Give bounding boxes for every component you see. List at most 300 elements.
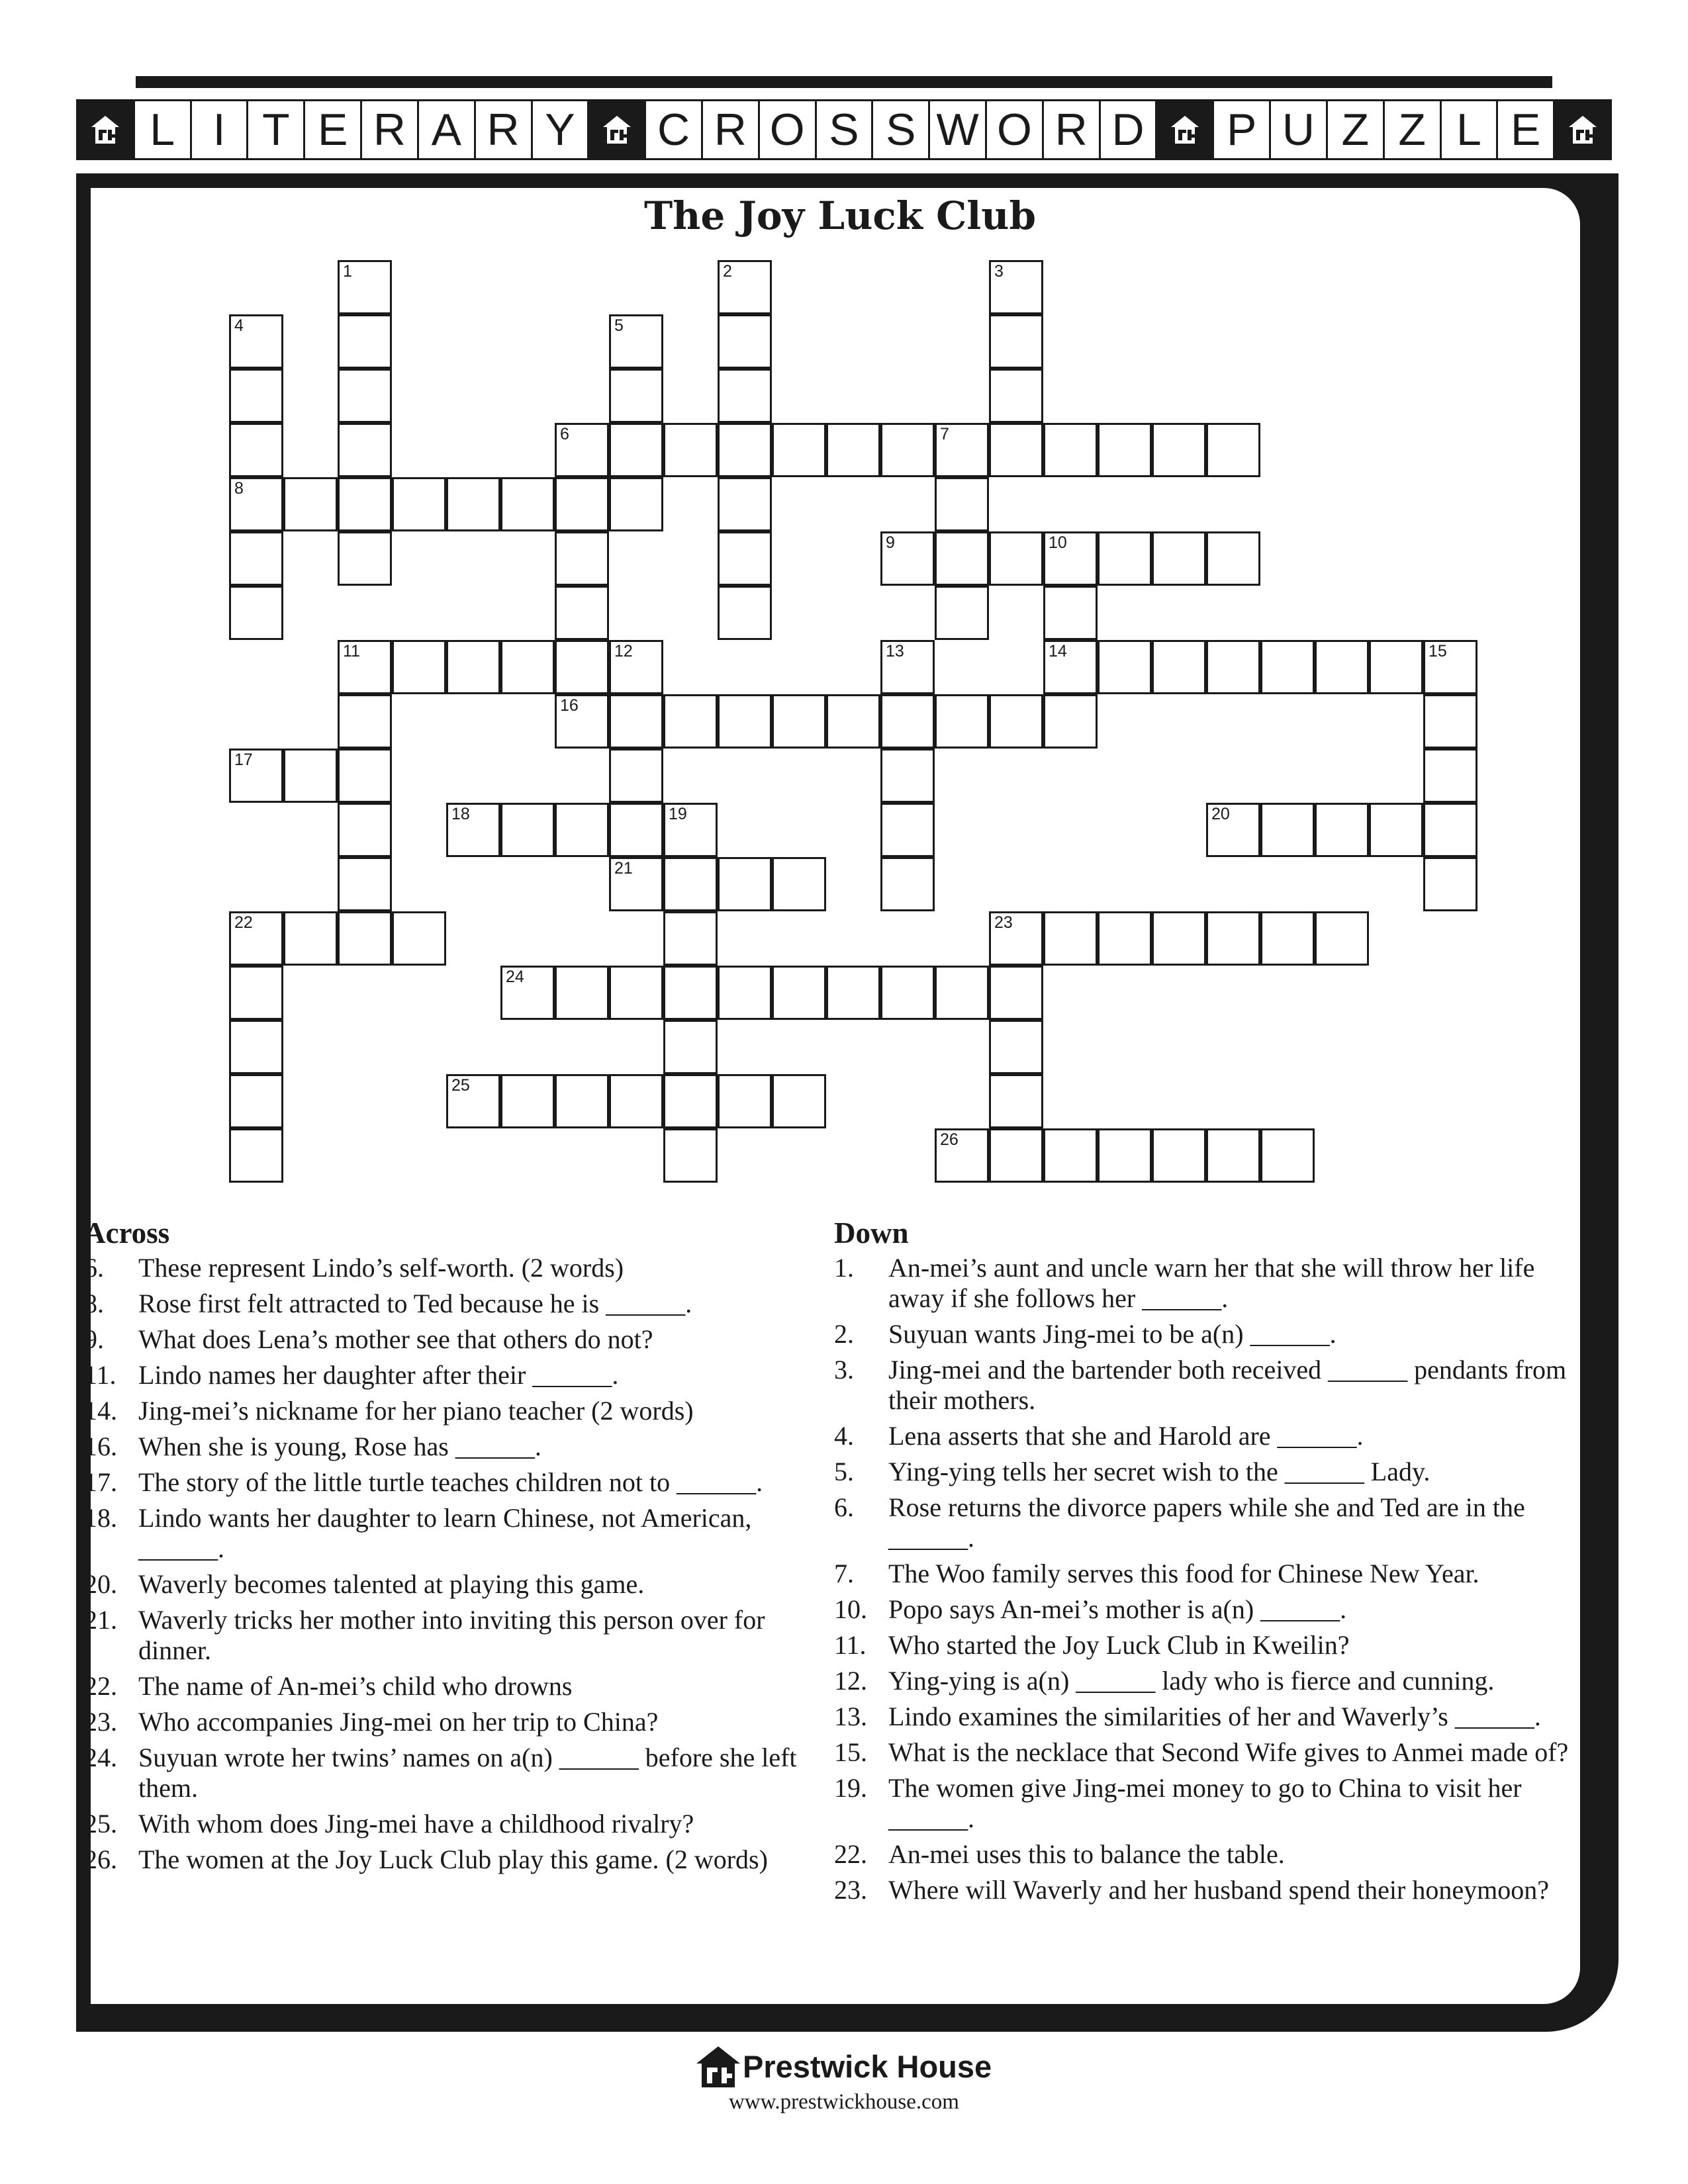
grid-cell[interactable] [989, 911, 1043, 966]
grid-cell[interactable] [935, 477, 989, 531]
grid-cell[interactable] [1152, 911, 1206, 966]
down-clue [834, 1875, 1595, 1905]
clue-text: What is the necklace that Second Wife gives to Anmei made of? [888, 1737, 1569, 1767]
grid-cell[interactable] [555, 640, 609, 694]
grid-cell[interactable] [338, 531, 392, 586]
banner-letter: D [1099, 101, 1156, 158]
grid-cell[interactable] [1152, 640, 1206, 694]
grid-cell[interactable] [1043, 531, 1098, 586]
clue-num: 10. [834, 1594, 867, 1624]
grid-cell[interactable] [880, 857, 935, 911]
banner-letter: P [1212, 101, 1269, 158]
down-clue [834, 1421, 1595, 1451]
grid-cell[interactable] [1206, 531, 1260, 586]
grid-cell[interactable] [718, 477, 772, 531]
across-clue [84, 1396, 799, 1426]
clue-num: 17. [84, 1467, 117, 1497]
grid-cell[interactable] [718, 260, 772, 314]
grid-cell[interactable] [229, 749, 283, 803]
down-clue [834, 1666, 1595, 1696]
grid-cell[interactable] [1315, 640, 1369, 694]
grid-cell[interactable] [500, 1074, 555, 1128]
grid-cell[interactable] [880, 803, 935, 857]
down-clues [834, 1216, 1595, 1911]
grid-cell[interactable] [772, 1074, 826, 1128]
clue-text: Rose returns the divorce papers while she and Ted are in the ______. [888, 1492, 1525, 1553]
grid-cell[interactable] [718, 314, 772, 369]
clue-text: Lindo wants her daughter to learn Chinese, not American, ______. [138, 1503, 752, 1563]
grid-cell[interactable] [880, 640, 935, 694]
grid-cell[interactable] [229, 586, 283, 640]
grid-cell[interactable] [338, 314, 392, 369]
banner-letter: C [644, 101, 701, 158]
clue-num: 9. [84, 1324, 104, 1354]
grid-cell[interactable] [229, 531, 283, 586]
grid-cell[interactable] [935, 966, 989, 1020]
clue-num: 11. [84, 1360, 117, 1390]
grid-cell[interactable] [1206, 1128, 1260, 1183]
grid-cell[interactable] [935, 1128, 989, 1183]
grid-cell[interactable] [880, 694, 935, 749]
down-clue [834, 1737, 1595, 1768]
down-clue [834, 1492, 1595, 1553]
grid-cell[interactable] [609, 857, 663, 911]
banner-letter: S [815, 101, 872, 158]
grid-cell[interactable] [935, 531, 989, 586]
grid-cell[interactable] [1043, 911, 1098, 966]
grid-cell[interactable] [555, 694, 609, 749]
banner-letter: O [985, 101, 1042, 158]
clue-number: 20 [1211, 805, 1230, 823]
across-clue-list [84, 1253, 799, 1875]
grid-cell[interactable] [500, 966, 555, 1020]
clue-text: The women at the Joy Luck Club play this game. (2 words) [138, 1844, 768, 1874]
grid-cell[interactable] [663, 803, 718, 857]
banner-letter: R [1042, 101, 1099, 158]
grid-cell[interactable] [1152, 423, 1206, 477]
grid-cell[interactable] [609, 314, 663, 369]
puzzle-title: The Joy Luck Club [643, 193, 1036, 238]
banner-letter: Z [1383, 101, 1440, 158]
grid-cell[interactable] [609, 369, 663, 423]
across-clue [84, 1467, 799, 1498]
prestwick-house-logo [695, 2042, 1000, 2091]
across-clue [84, 1360, 799, 1390]
banner-letter: W [928, 101, 985, 158]
clue-number: 26 [940, 1130, 959, 1149]
grid-cell[interactable] [229, 423, 283, 477]
grid-cell[interactable] [663, 423, 718, 477]
grid-cell[interactable] [555, 423, 609, 477]
grid-cell[interactable] [1206, 423, 1260, 477]
grid-cell[interactable] [772, 423, 826, 477]
grid-cell[interactable] [1260, 1128, 1315, 1183]
grid-cell[interactable] [1423, 694, 1477, 749]
banner-letter: L [133, 101, 190, 158]
grid-cell[interactable] [338, 640, 392, 694]
across-clue [84, 1324, 799, 1355]
brand-name: Prestwick House [743, 2049, 992, 2084]
crossword-grid [76, 173, 1604, 1391]
grid-cell[interactable] [392, 640, 446, 694]
grid-cell[interactable] [935, 423, 989, 477]
grid-cell[interactable] [338, 749, 392, 803]
across-clue [84, 1253, 799, 1283]
grid-cell[interactable] [229, 477, 283, 531]
grid-cell[interactable] [880, 966, 935, 1020]
down-clue [834, 1253, 1595, 1314]
clue-number: 1 [343, 262, 352, 281]
clue-number: 6 [560, 425, 569, 443]
grid-cell[interactable] [1260, 911, 1315, 966]
clue-num: 14. [84, 1396, 117, 1426]
clue-text: When she is young, Rose has ______. [138, 1432, 541, 1461]
clue-num: 18. [84, 1503, 117, 1533]
across-clue [84, 1844, 799, 1875]
clue-num: 4. [834, 1421, 854, 1451]
grid-cell[interactable] [989, 531, 1043, 586]
grid-cell[interactable] [446, 477, 500, 531]
banner-letter: E [1496, 101, 1553, 158]
clue-num: 12. [834, 1666, 867, 1696]
clue-number: 4 [234, 316, 244, 335]
grid-cell[interactable] [989, 1074, 1043, 1128]
grid-cell[interactable] [392, 477, 446, 531]
grid-cell[interactable] [718, 1074, 772, 1128]
grid-cell[interactable] [1043, 640, 1098, 694]
grid-cell[interactable] [989, 1128, 1043, 1183]
grid-cell[interactable] [663, 1128, 718, 1183]
grid-cell[interactable] [229, 369, 283, 423]
grid-cell[interactable] [718, 586, 772, 640]
grid-cell[interactable] [935, 586, 989, 640]
grid-cell[interactable] [283, 477, 338, 531]
grid-cell[interactable] [989, 1020, 1043, 1074]
grid-cell[interactable] [718, 369, 772, 423]
grid-cell[interactable] [989, 423, 1043, 477]
clue-text: Popo says An-mei’s mother is a(n) ______. [888, 1594, 1347, 1624]
down-clue [834, 1839, 1595, 1870]
grid-cell[interactable] [609, 640, 663, 694]
clue-num: 22. [84, 1671, 117, 1701]
grid-cell[interactable] [1369, 640, 1423, 694]
across-heading: Across [84, 1216, 170, 1250]
grid-cell[interactable] [555, 1074, 609, 1128]
grid-cell[interactable] [1206, 911, 1260, 966]
clue-num: 20. [84, 1569, 117, 1599]
clue-text: With whom does Jing-mei have a childhood rivalry? [138, 1809, 694, 1839]
grid-cell[interactable] [338, 803, 392, 857]
down-clue [834, 1594, 1595, 1625]
grid-cell[interactable] [1098, 1128, 1152, 1183]
grid-cell[interactable] [826, 694, 880, 749]
clue-number: 8 [234, 479, 244, 498]
clue-text: Lena asserts that she and Harold are ______. [888, 1421, 1364, 1451]
clue-text: The women give Jing-mei money to go to China to visit her ______. [888, 1773, 1522, 1833]
clue-number: 9 [886, 533, 895, 552]
banner-letter: O [758, 101, 815, 158]
grid-cell[interactable] [663, 694, 718, 749]
grid-cell[interactable] [1098, 423, 1152, 477]
across-clue [84, 1743, 799, 1803]
clue-text: Suyuan wrote her twins’ names on a(n) ______ before she left them. [138, 1743, 797, 1803]
banner-logo-icon [587, 101, 644, 158]
grid-cell[interactable] [718, 531, 772, 586]
grid-cell[interactable] [718, 423, 772, 477]
clue-number: 22 [234, 913, 253, 932]
grid-cell[interactable] [1152, 1128, 1206, 1183]
clue-number: 18 [451, 805, 470, 823]
literary-crossword-puzzle-banner [76, 99, 1612, 160]
grid-cell[interactable] [1423, 803, 1477, 857]
grid-cell[interactable] [1260, 803, 1315, 857]
grid-cell[interactable] [609, 477, 663, 531]
down-clue [834, 1355, 1595, 1416]
grid-cell[interactable] [826, 423, 880, 477]
clue-num: 26. [84, 1844, 117, 1874]
clue-number: 5 [614, 316, 624, 335]
clue-number: 17 [234, 751, 253, 769]
clue-text: Waverly tricks her mother into inviting this person over for dinner. [138, 1605, 765, 1665]
grid-cell[interactable] [989, 314, 1043, 369]
banner-letter: U [1269, 101, 1326, 158]
clue-num: 6. [834, 1492, 854, 1522]
grid-cell[interactable] [609, 803, 663, 857]
clue-num: 22. [834, 1839, 867, 1869]
grid-cell[interactable] [772, 857, 826, 911]
clue-num: 6. [84, 1253, 104, 1283]
grid-cell[interactable] [555, 586, 609, 640]
grid-cell[interactable] [1260, 640, 1315, 694]
clue-text: What does Lena’s mother see that others do not? [138, 1324, 653, 1354]
grid-cell[interactable] [663, 966, 718, 1020]
clue-num: 24. [84, 1743, 117, 1772]
grid-cell[interactable] [1043, 1128, 1098, 1183]
clue-num: 15. [834, 1737, 867, 1767]
grid-cell[interactable] [446, 803, 500, 857]
banner-logo-icon [1553, 101, 1610, 158]
clue-num: 7. [834, 1559, 854, 1588]
grid-cell[interactable] [229, 1128, 283, 1183]
grid-cell[interactable] [663, 1074, 718, 1128]
grid-cell[interactable] [1315, 803, 1369, 857]
clue-number: 21 [614, 859, 633, 878]
grid-cell[interactable] [989, 369, 1043, 423]
grid-cell[interactable] [446, 640, 500, 694]
grid-cell[interactable] [229, 911, 283, 966]
down-clue [834, 1773, 1595, 1834]
clue-text: Lindo examines the similarities of her and Waverly’s ______. [888, 1702, 1541, 1731]
across-clue [84, 1569, 799, 1600]
grid-cell[interactable] [1423, 857, 1477, 911]
clue-number: 11 [343, 642, 360, 660]
clue-num: 8. [84, 1289, 104, 1318]
across-clue [84, 1432, 799, 1462]
clue-num: 5. [834, 1457, 854, 1486]
grid-cell[interactable] [338, 477, 392, 531]
grid-cell[interactable] [1423, 640, 1477, 694]
grid-cell[interactable] [718, 694, 772, 749]
grid-cell[interactable] [880, 531, 935, 586]
grid-cell[interactable] [338, 694, 392, 749]
grid-cell[interactable] [989, 694, 1043, 749]
grid-cell[interactable] [500, 640, 555, 694]
grid-cell[interactable] [989, 260, 1043, 314]
grid-cell[interactable] [609, 749, 663, 803]
grid-cell[interactable] [1098, 640, 1152, 694]
grid-cell[interactable] [826, 966, 880, 1020]
clue-number: 23 [994, 913, 1013, 932]
across-clue [84, 1671, 799, 1702]
clue-num: 21. [84, 1605, 117, 1635]
clue-num: 23. [84, 1707, 117, 1737]
grid-cell[interactable] [718, 857, 772, 911]
grid-cell[interactable] [555, 531, 609, 586]
clue-number: 24 [506, 968, 524, 986]
grid-cell[interactable] [229, 1074, 283, 1128]
grid-cell[interactable] [338, 369, 392, 423]
grid-cell[interactable] [338, 911, 392, 966]
clue-number: 12 [614, 642, 633, 660]
down-clue [834, 1702, 1595, 1732]
clue-num: 13. [834, 1702, 867, 1731]
across-clue [84, 1707, 799, 1737]
grid-cell[interactable] [1043, 694, 1098, 749]
grid-cell[interactable] [338, 857, 392, 911]
across-clue [84, 1605, 799, 1666]
grid-cell[interactable] [555, 803, 609, 857]
banner-letter: L [1440, 101, 1497, 158]
clue-text: Where will Waverly and her husband spend their honeymoon? [888, 1875, 1549, 1905]
grid-cell[interactable] [880, 423, 935, 477]
grid-cell[interactable] [1206, 803, 1260, 857]
down-clue [834, 1457, 1595, 1487]
grid-cell[interactable] [1423, 749, 1477, 803]
across-clue [84, 1809, 799, 1839]
banner-letter: Y [531, 101, 588, 158]
clue-num: 11. [834, 1630, 867, 1660]
grid-cell[interactable] [1369, 803, 1423, 857]
clue-num: 1. [834, 1253, 854, 1283]
clue-num: 16. [84, 1432, 117, 1461]
clue-text: An-mei’s aunt and uncle warn her that she will throw her life away if she follows her ______. [888, 1253, 1535, 1313]
clue-number: 14 [1049, 642, 1067, 660]
grid-cell[interactable] [935, 694, 989, 749]
grid-cell[interactable] [1043, 586, 1098, 640]
puzzle-frame [76, 173, 1618, 2032]
clue-number: 2 [723, 262, 732, 281]
clue-num: 25. [84, 1809, 117, 1839]
grid-cell[interactable] [663, 911, 718, 966]
clue-number: 25 [451, 1076, 470, 1095]
clue-number: 13 [886, 642, 904, 660]
grid-cell[interactable] [609, 1074, 663, 1128]
clue-text: Who accompanies Jing-mei on her trip to China? [138, 1707, 659, 1737]
banner-letter: T [246, 101, 303, 158]
banner-letter: I [190, 101, 247, 158]
down-clue-list [834, 1253, 1595, 1905]
grid-cell[interactable] [1152, 531, 1206, 586]
grid-cell[interactable] [663, 1020, 718, 1074]
clue-num: 19. [834, 1773, 867, 1803]
clue-text: The name of An-mei’s child who drowns [138, 1671, 573, 1701]
grid-cell[interactable] [609, 966, 663, 1020]
down-heading: Down [834, 1216, 909, 1250]
clue-number: 10 [1049, 533, 1067, 552]
clue-number: 16 [560, 696, 579, 715]
grid-cell[interactable] [500, 803, 555, 857]
grid-cell[interactable] [229, 1020, 283, 1074]
clue-num: 3. [834, 1355, 854, 1385]
clue-num: 23. [834, 1875, 867, 1905]
grid-cell[interactable] [1098, 911, 1152, 966]
clue-text: Lindo names her daughter after their ______. [138, 1360, 619, 1390]
clue-text: Suyuan wants Jing-mei to be a(n) ______. [888, 1319, 1336, 1349]
banner-letter: A [417, 101, 474, 158]
grid-cell[interactable] [1206, 640, 1260, 694]
grid-cell[interactable] [229, 314, 283, 369]
grid-cell[interactable] [609, 694, 663, 749]
clue-text: An-mei uses this to balance the table. [888, 1839, 1285, 1869]
grid-cell[interactable] [1315, 911, 1369, 966]
grid-cell[interactable] [772, 966, 826, 1020]
banner-letter: R [474, 101, 531, 158]
clue-text: The Woo family serves this food for Chinese New Year. [888, 1559, 1479, 1588]
grid-cell[interactable] [772, 694, 826, 749]
clue-num: 2. [834, 1319, 854, 1349]
grid-cell[interactable] [880, 749, 935, 803]
grid-cell[interactable] [989, 966, 1043, 1020]
grid-cell[interactable] [718, 966, 772, 1020]
grid-cell[interactable] [500, 477, 555, 531]
grid-cell[interactable] [392, 911, 446, 966]
grid-cell[interactable] [283, 749, 338, 803]
top-rule [136, 76, 1552, 88]
grid-cell[interactable] [446, 1074, 500, 1128]
clue-text: The story of the little turtle teaches children not to ______. [138, 1467, 763, 1497]
grid-cell[interactable] [555, 477, 609, 531]
grid-cell[interactable] [1043, 423, 1098, 477]
website-url: www.prestwickhouse.com [729, 2090, 959, 2114]
banner-letter: R [701, 101, 758, 158]
grid-cell[interactable] [555, 966, 609, 1020]
down-clue [834, 1630, 1595, 1661]
grid-cell[interactable] [609, 423, 663, 477]
across-clue [84, 1503, 799, 1564]
clue-text: Jing-mei’s nickname for her piano teacher (2 words) [138, 1396, 694, 1426]
down-clue [834, 1319, 1595, 1349]
banner-letter: R [360, 101, 417, 158]
clue-number: 15 [1429, 642, 1447, 660]
banner-letter: S [871, 101, 928, 158]
house-logo-icon [695, 2045, 741, 2089]
grid-cell[interactable] [283, 911, 338, 966]
clue-number: 19 [669, 805, 687, 823]
grid-cell[interactable] [338, 423, 392, 477]
banner-logo-icon [1155, 101, 1212, 158]
clue-text: Waverly becomes talented at playing this game. [138, 1569, 645, 1599]
clue-text: Rose first felt attracted to Ted because he is ______. [138, 1289, 692, 1318]
grid-cell[interactable] [338, 260, 392, 314]
clue-text: These represent Lindo’s self-worth. (2 words) [138, 1253, 624, 1283]
across-clues [84, 1216, 799, 1880]
across-clue [84, 1289, 799, 1319]
grid-cell[interactable] [1098, 531, 1152, 586]
grid-cell[interactable] [663, 857, 718, 911]
clue-text: Ying-ying tells her secret wish to the ______ Lady. [888, 1457, 1430, 1486]
grid-cell[interactable] [229, 966, 283, 1020]
down-clue [834, 1559, 1595, 1589]
